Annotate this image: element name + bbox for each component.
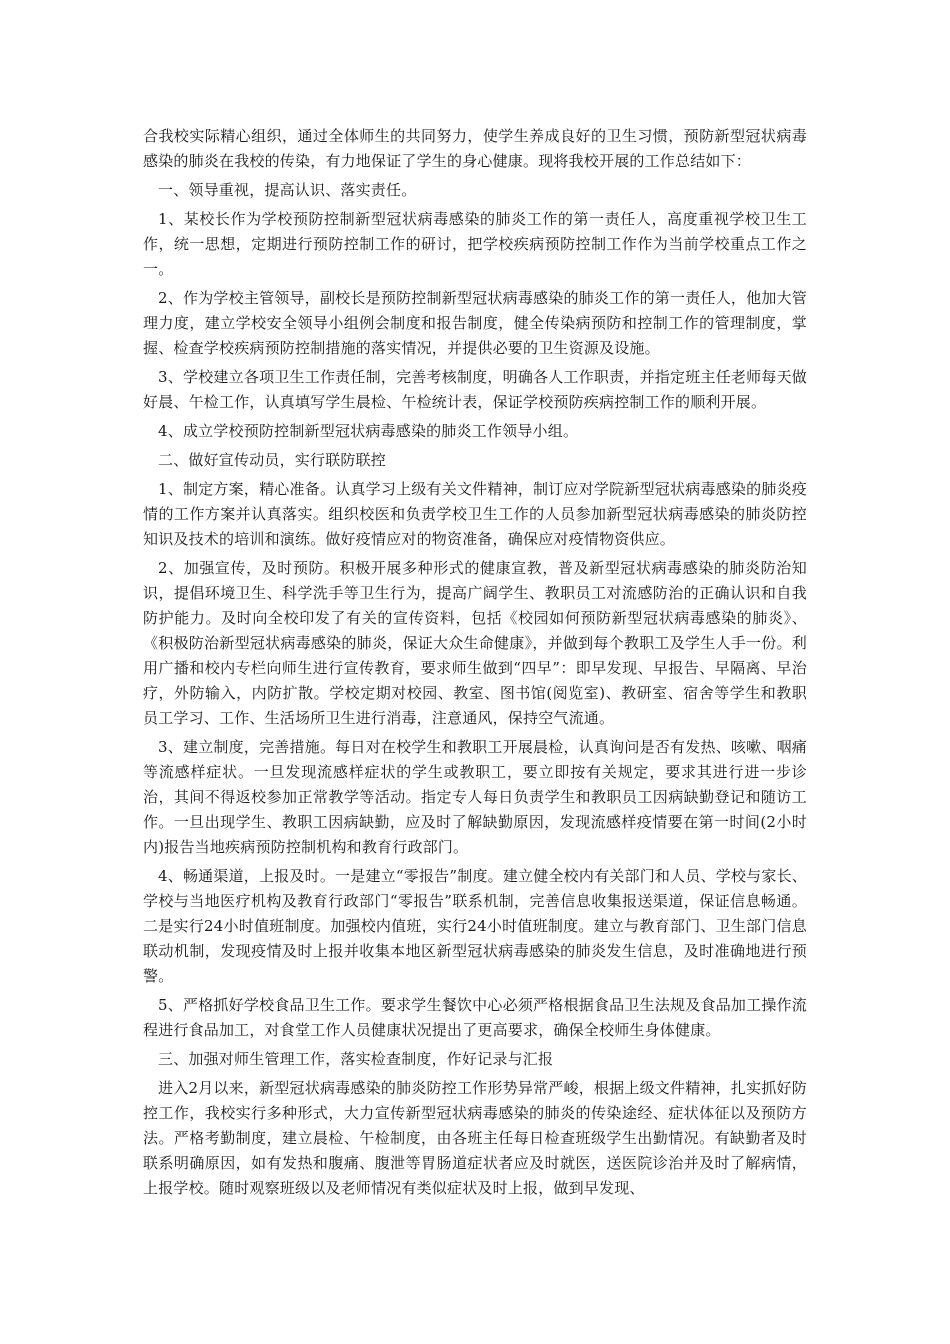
paragraph-1-2: 2、作为学校主管领导，副校长是预防控制新型冠状病毒感染的肺炎工作的第一责任人，他加大管理力度，建立学校安全领导小组例会制度和报告制度，健全传染病预防和控制工作的管理制度，掌握、检查学校疾病预防控制措施的落实情况，并提供必要的卫生资源及设施。	[143, 289, 807, 357]
paragraph-1-1: 1、某校长作为学校预防控制新型冠状病毒感染的肺炎工作的第一责任人，高度重视学校卫生工作，统一思想，定期进行预防控制工作的研讨，把学校疾病预防控制工作作为当前学校重点工作之一。	[143, 210, 807, 278]
paragraph-2-4: 4、畅通渠道，上报及时。一是建立“零报告”制度。建立健全校内有关部门和人员、学校与家长、学校与当地医疗机构及教育行政部门“零报告”联系机制，完善信息收集报送渠道，保证信息畅通。二是实行24小时值班制度。加强校内值班，实行24小时值班制度。建立与教育部门、卫生部门信息联动机制，发现疫情及时上报并收集本地区新型冠状病毒感染的肺炎发生信息，及时准确地进行预警。	[143, 867, 807, 985]
paragraph-2-3: 3、建立制度，完善措施。每日对在校学生和教职工开展晨检，认真询问是否有发热、咳嗽、咽痛等流感样症状。一旦发现流感样症状的学生或教职工，要立即按有关规定，要求其进行进一步诊治，其间不得返校参加正常教学等活动。指定专人每日负责学生和教职员工因病缺勤登记和随访工作。一旦出现学生、教职工因病缺勤，应及时了解缺勤原因，发现流感样疫情要在第一时间(2小时内)报告当地疾病预防控制机构和教育行政部门。	[143, 738, 807, 856]
document-body	[143, 124, 807, 1205]
paragraph-2-2: 2、加强宣传，及时预防。积极开展多种形式的健康宣教，普及新型冠状病毒感染的肺炎防治知识，提倡环境卫生、科学洗手等卫生行为，提高广阔学生、教职员工对流感防治的正确认识和自我防护能力。及时向全校印发了有关的宣传资料，包括《校园如何预防新型冠状病毒感染的肺炎》、《积极防治新型冠状病毒感染的肺炎，保证大众生命健康》，并做到每个教职工及学生人手一份。利用广播和校内专栏向师生进行宣传教育，要求师生做到“四早”：即早发现、早报告、早隔离、早治疗，外防输入，内防扩散。学校定期对校园、教室、图书馆(阅览室)、教研室、宿舍等学生和教职员工学习、工作、生活场所卫生进行消毒，注意通风，保持空气流通。	[143, 559, 807, 727]
section-heading-2: 二、做好宣传动员，实行联防联控	[158, 451, 387, 469]
paragraph-2-1: 1、制定方案，精心准备。认真学习上级有关文件精神，制订应对学院新型冠状病毒感染的肺炎疫情的工作方案并认真落实。组织校医和负责学校卫生工作的人员参加新型冠状病毒感染的肺炎防控知识及技术的培训和演练。做好疫情应对的物资准备，确保应对疫情物资供应。	[143, 480, 807, 548]
intro-paragraph: 合我校实际精心组织，通过全体师生的共同努力，使学生养成良好的卫生习惯，预防新型冠状病毒感染的肺炎在我校的传染，有力地保证了学生的身心健康。现将我校开展的工作总结如下：	[143, 127, 807, 170]
section-heading-1: 一、领导重视，提高认识、落实责任。	[158, 181, 417, 199]
section-heading-3: 三、加强对师生管理工作，落实检查制度，作好记录与汇报	[158, 1050, 554, 1068]
paragraph-1-3: 3、学校建立各项卫生工作责任制，完善考核制度，明确各人工作职责，并指定班主任老师每天做好晨、午检工作，认真填写学生晨检、午检统计表，保证学校预防疾病控制工作的顺利开展。	[143, 368, 807, 411]
paragraph-2-5: 5、严格抓好学校食品卫生工作。要求学生餐饮中心必须严格根据食品卫生法规及食品加工操作流程进行食品加工，对食堂工作人员健康状况提出了更高要求，确保全校师生身体健康。	[143, 996, 807, 1039]
paragraph-1-4: 4、成立学校预防控制新型冠状病毒感染的肺炎工作领导小组。	[158, 422, 579, 440]
paragraph-3-1: 进入2月以来，新型冠状病毒感染的肺炎防控工作形势异常严峻，根据上级文件精神，扎实抓好防控工作，我校实行多种形式，大力宣传新型冠状病毒感染的肺炎的传染途经、症状体征以及预防方法。严格考勤制度，建立晨检、午检制度，由各班主任每日检查班级学生出勤情况。有缺勤者及时联系明确原因，如有发热和腹痛、腹泄等胃肠道症状者应及时就医，送医院诊治并及时了解病情，上报学校。随时观察班级以及老师情况有类似症状及时上报，做到早发现、	[143, 1079, 807, 1197]
